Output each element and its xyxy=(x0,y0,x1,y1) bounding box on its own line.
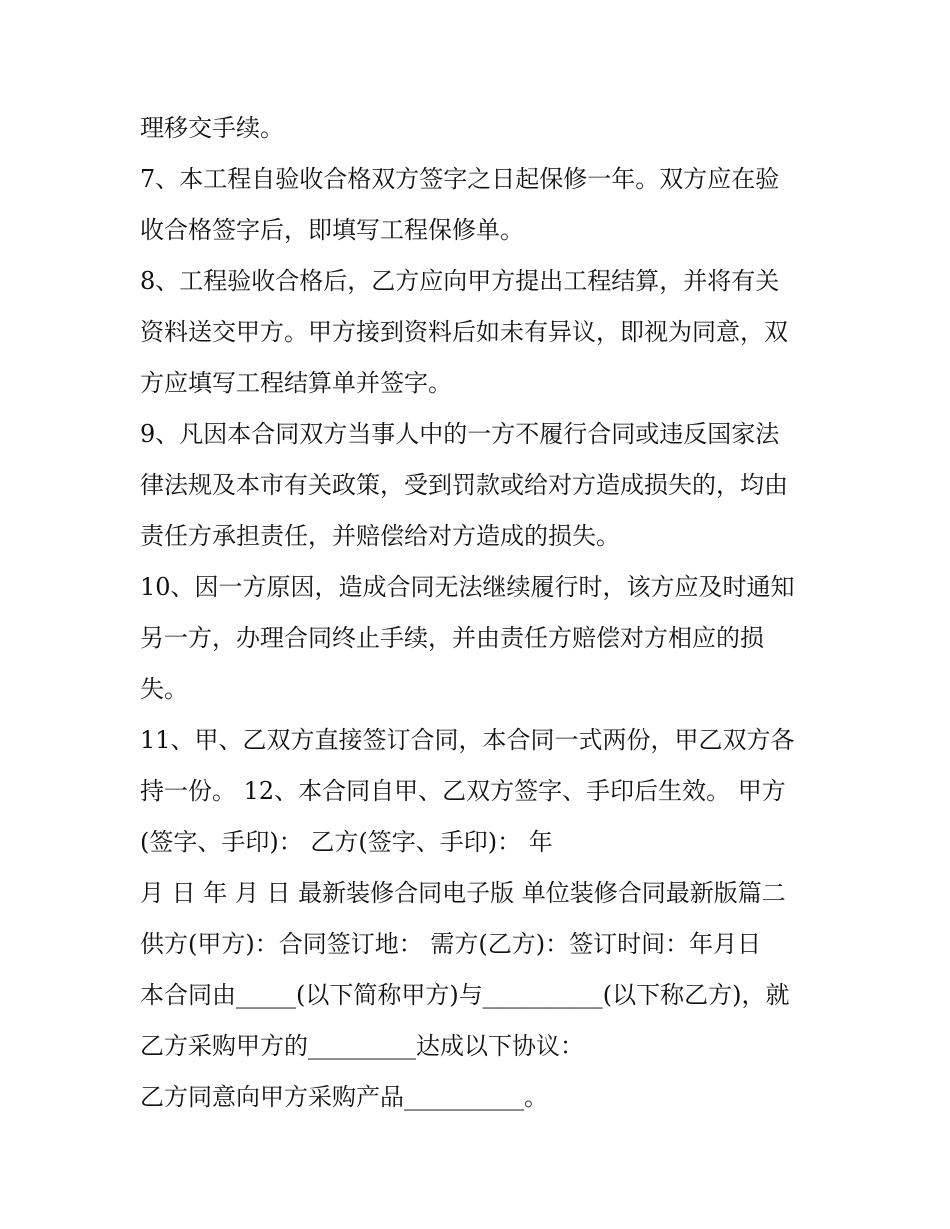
text-line: 收合格签字后，即填写工程保修单。 xyxy=(140,216,524,244)
text-line: 月 日 年 月 日 最新装修合同电子版 单位装修合同最新版篇二 xyxy=(140,879,786,907)
text-line: 10、因一方原因，造成合同无法继续履行时，该方应及时通知 xyxy=(140,573,795,601)
text-line: 本合同由_____(以下简称甲方)与__________(以下称乙方)，就 xyxy=(140,981,790,1009)
text-line: 11、甲、乙双方直接签订合同，本合同一式两份，甲乙双方各 xyxy=(140,726,795,754)
text-line: 8、工程验收合格后，乙方应向甲方提出工程结算，并将有关 xyxy=(140,267,780,295)
text-line: 9、凡因本合同双方当事人中的一方不履行合同或违反国家法 xyxy=(140,420,780,448)
text-line: 供方(甲方)：合同签订地： 需方(乙方)：签订时间：年月日 xyxy=(140,930,762,958)
text-line: 7、本工程自验收合格双方签字之日起保修一年。双方应在验 xyxy=(140,165,780,193)
text-line: 资料送交甲方。甲方接到资料后如未有异议，即视为同意，双 xyxy=(140,318,788,346)
text-line: (签字、手印)： 乙方(签字、手印)： 年 xyxy=(140,828,553,856)
text-line: 另一方，办理合同终止手续，并由责任方赔偿对方相应的损 xyxy=(140,624,764,652)
text-line: 失。 xyxy=(140,675,188,703)
text-line: 律法规及本市有关政策，受到罚款或给对方造成损失的，均由 xyxy=(140,471,788,499)
text-line: 乙方采购甲方的_________达成以下协议： xyxy=(140,1032,584,1060)
text-line: 责任方承担责任，并赔偿给对方造成的损失。 xyxy=(140,522,620,550)
text-line: 理移交手续。 xyxy=(140,114,284,142)
text-line: 持一份。 12、本合同自甲、乙双方签字、手印后生效。 甲方 xyxy=(140,777,786,805)
text-line: 乙方同意向甲方采购产品__________。 xyxy=(140,1083,548,1111)
text-line: 方应填写工程结算单并签字。 xyxy=(140,369,452,397)
contract-text xyxy=(140,103,840,1123)
